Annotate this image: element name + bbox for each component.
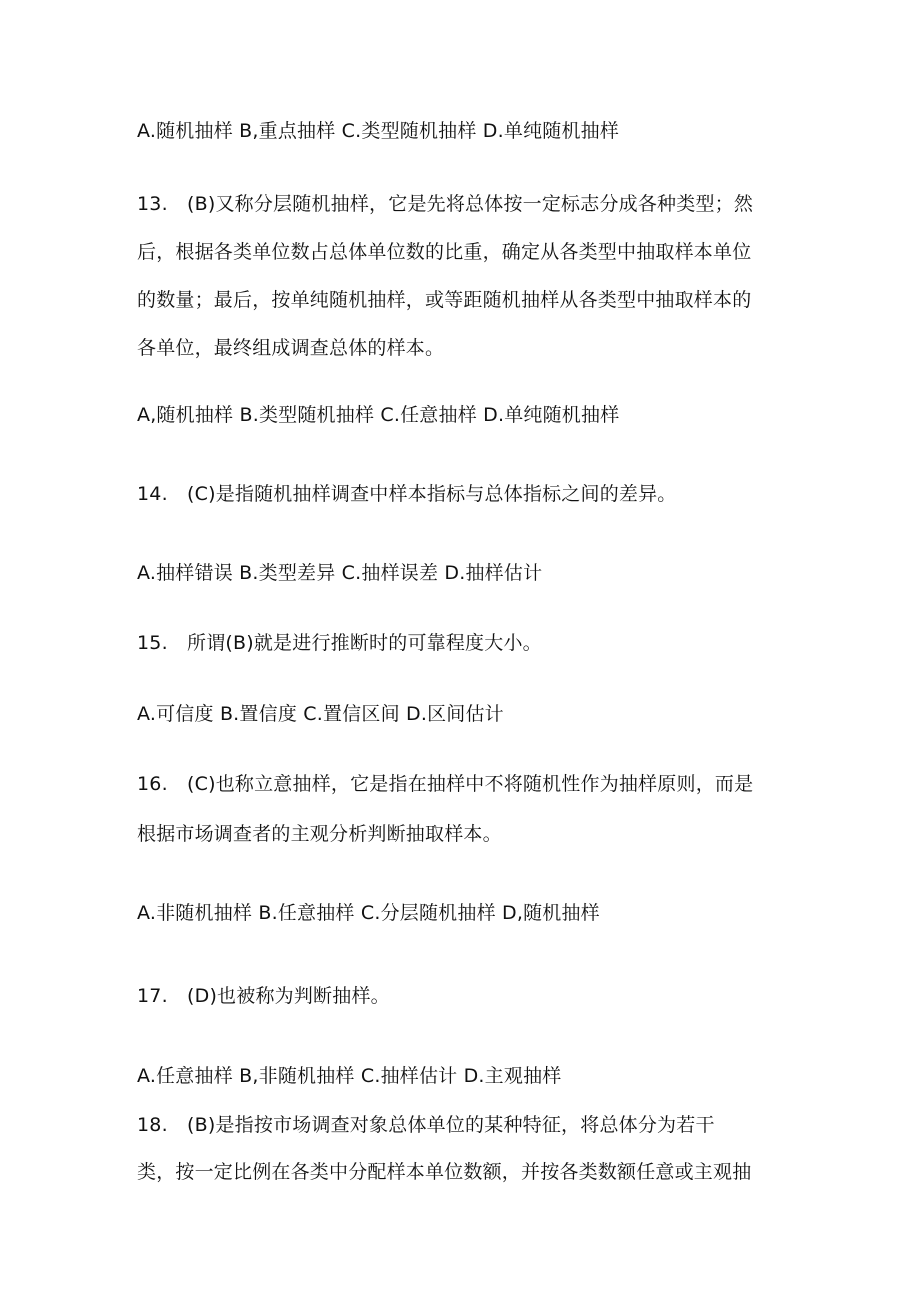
options-q13: A,随机抽样 B.类型随机抽样 C.任意抽样 D.单纯随机抽样 — [137, 404, 620, 426]
options-q12: A.随机抽样 B,重点抽样 C.类型随机抽样 D.单纯随机抽样 — [137, 120, 620, 142]
question-13-line-2: 后，根据各类单位数占总体单位数的比重，确定从各类型中抽取样本单位 — [137, 241, 752, 263]
question-15-line-1 — [137, 631, 797, 655]
question-text: (B)是指按市场调查对象总体单位的某种特征，将总体分为若干 — [187, 1114, 715, 1136]
question-13-line-3: 的数量；最后，按单纯随机抽样，或等距随机抽样从各类型中抽取样本的 — [137, 289, 752, 311]
options-q17: A.任意抽样 B,非随机抽样 C.抽样估计 D.主观抽样 — [137, 1065, 562, 1087]
question-text: 所谓(B)就是进行推断时的可靠程度大小。 — [187, 632, 542, 654]
question-18-line-2: 类，按一定比例在各类中分配样本单位数额，并按各类数额任意或主观抽 — [137, 1161, 752, 1183]
question-text: (D)也被称为判断抽样。 — [187, 985, 390, 1007]
options-q15: A.可信度 B.置信度 C.置信区间 D.区间估计 — [137, 703, 504, 725]
question-text: (B)又称分层随机抽样，它是先将总体按一定标志分成各种类型；然 — [187, 193, 754, 215]
question-14-line-1 — [137, 482, 797, 506]
options-q14: A.抽样错误 B.类型差异 C.抽样误差 D.抽样估计 — [137, 562, 543, 584]
question-number: 14. — [137, 483, 168, 505]
question-text: (C)是指随机抽样调查中样本指标与总体指标之间的差异。 — [187, 483, 677, 505]
question-text: (C)也称立意抽样，它是指在抽样中不将随机性作为抽样原则，而是 — [187, 773, 754, 795]
question-13-line-4: 各单位，最终组成调查总体的样本。 — [137, 337, 445, 359]
question-number: 15. — [137, 632, 168, 654]
question-13-line-1 — [137, 192, 797, 216]
question-number: 13. — [137, 193, 168, 215]
options-q16: A.非随机抽样 B.任意抽样 C.分层随机抽样 D,随机抽样 — [137, 902, 600, 924]
question-number: 18. — [137, 1114, 168, 1136]
question-16-line-2: 根据市场调查者的主观分析判断抽取样本。 — [137, 823, 502, 845]
question-number: 17. — [137, 985, 168, 1007]
question-number: 16. — [137, 773, 168, 795]
question-18-line-1 — [137, 1113, 797, 1137]
question-17-line-1 — [137, 984, 797, 1008]
question-16-line-1 — [137, 772, 797, 796]
